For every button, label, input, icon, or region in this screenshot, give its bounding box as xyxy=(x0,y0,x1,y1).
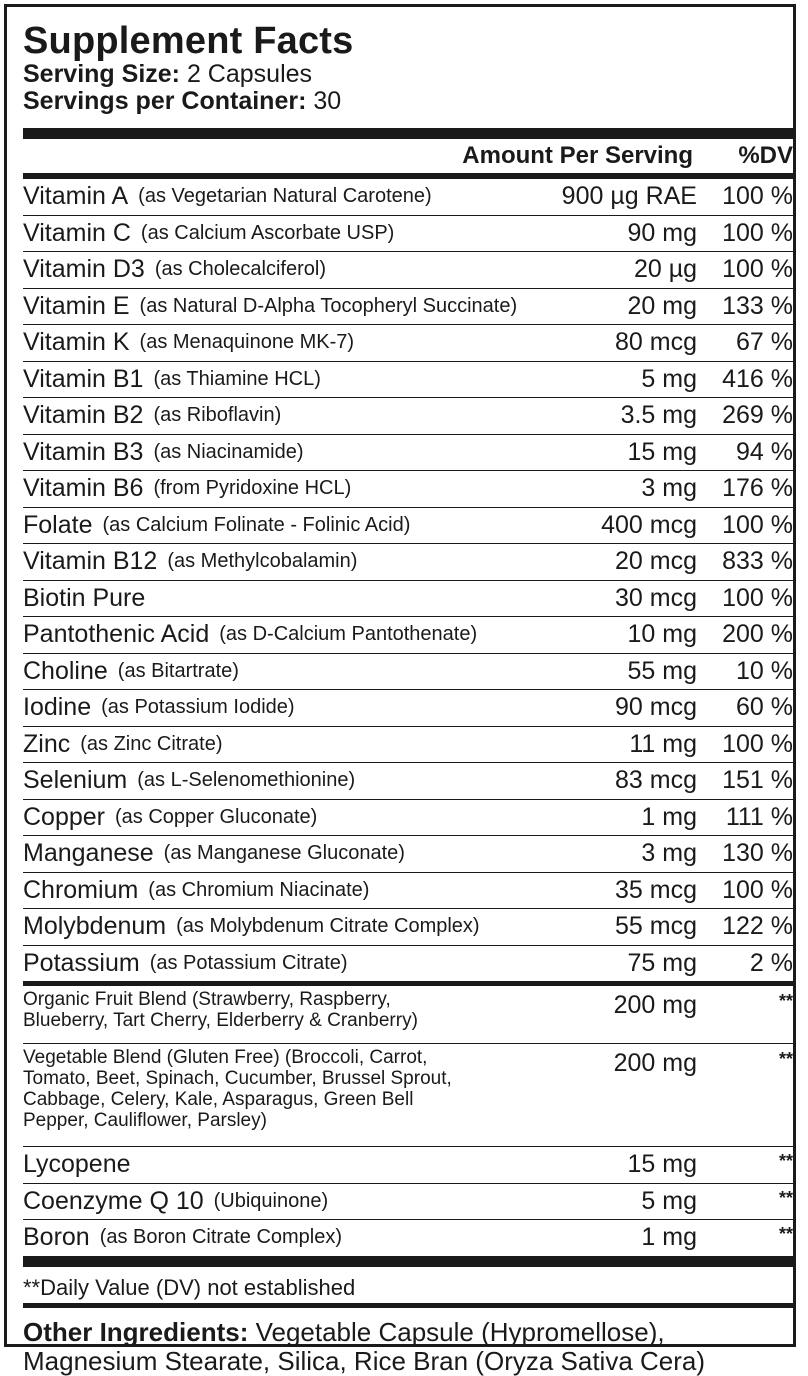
nutrient-dv: ** xyxy=(778,1187,793,1208)
nutrient-amount: 1 mg xyxy=(641,802,697,831)
nutrient-row xyxy=(23,690,793,727)
nutrient-source: (from Pyridoxine HCL) xyxy=(153,477,352,500)
supplement-facts-panel xyxy=(4,4,796,1376)
nutrient-amount: 1 mg xyxy=(641,1223,697,1252)
nutrient-row xyxy=(23,654,793,691)
nutrient-name: Coenzyme Q 10 xyxy=(23,1186,204,1215)
other-ingredients-label: Other Ingredients: xyxy=(23,1316,249,1347)
nutrient-source: (as Zinc Citrate) xyxy=(80,732,223,755)
nutrient-name: Vitamin B2 xyxy=(23,401,144,430)
nutrient-amount: 90 mcg xyxy=(615,693,697,722)
nutrient-source: (as Potassium Iodide) xyxy=(101,696,295,719)
nutrient-dv: 10 % xyxy=(736,656,793,685)
nutrient-amount: 15 mg xyxy=(627,437,697,466)
nutrient-row xyxy=(23,1147,793,1184)
nutrient-row xyxy=(23,909,793,946)
nutrient-row xyxy=(23,581,793,618)
nutrient-name: Biotin Pure xyxy=(23,583,146,612)
nutrient-source: (as Copper Gluconate) xyxy=(115,805,318,828)
nutrient-dv: 100 % xyxy=(722,510,793,539)
nutrient-row xyxy=(23,1220,793,1256)
nutrient-name: Vitamin B6 xyxy=(23,474,144,503)
nutrient-name: Manganese xyxy=(23,839,154,868)
nutrient-name: Vitamin D3 xyxy=(23,255,145,284)
blend-amount: 200 mg xyxy=(613,1049,697,1077)
nutrient-dv: 111 % xyxy=(725,802,793,831)
serving-size xyxy=(23,61,793,88)
nutrient-name: Potassium xyxy=(23,948,140,977)
nutrient-dv: 176 % xyxy=(722,474,793,503)
nutrient-source: (as Boron Citrate Complex) xyxy=(99,1226,343,1249)
nutrient-source: (as Cholecalciferol) xyxy=(154,258,326,281)
nutrient-amount: 400 mcg xyxy=(601,510,697,539)
nutrient-row xyxy=(23,471,793,508)
nutrient-row xyxy=(23,946,793,982)
nutrient-row xyxy=(23,289,793,326)
blend-row xyxy=(23,1044,793,1147)
nutrient-amount: 35 mcg xyxy=(615,875,697,904)
blend-description: Vegetable Blend (Gluten Free) (Broccoli, Carrot, Tomato, Beet, Spinach, Cucumber, Brussel Sprout, Cabbage, Celery, Kale, Asparagus, Green Bell Pepper, Cauliflower, Parsley) xyxy=(23,1047,452,1131)
nutrient-dv: 60 % xyxy=(736,693,793,722)
nutrient-name: Molybdenum xyxy=(23,912,167,941)
nutrient-row xyxy=(23,252,793,289)
nutrient-source: (as Calcium Folinate - Folinic Acid) xyxy=(102,513,411,536)
nutrient-source: (as Riboflavin) xyxy=(153,404,282,427)
header-dv: %DV xyxy=(738,142,793,169)
blend-row xyxy=(23,986,793,1044)
nutrient-dv: 100 % xyxy=(722,255,793,284)
nutrient-name: Pantothenic Acid xyxy=(23,620,210,649)
nutrient-source: (as D-Calcium Pantothenate) xyxy=(219,623,478,646)
nutrient-dv: 94 % xyxy=(736,437,793,466)
footnote: **Daily Value (DV) not established xyxy=(23,1274,356,1300)
nutrient-row xyxy=(23,435,793,472)
divider-medium xyxy=(23,1303,793,1308)
nutrient-row xyxy=(23,362,793,399)
nutrient-dv: 269 % xyxy=(722,401,793,430)
nutrient-row xyxy=(23,800,793,837)
nutrient-dv: 122 % xyxy=(722,912,793,941)
nutrient-row xyxy=(23,617,793,654)
nutrient-row xyxy=(23,544,793,581)
nutrient-row xyxy=(23,1184,793,1221)
nutrient-source: (as Chromium Niacinate) xyxy=(148,878,370,901)
nutrient-dv: 100 % xyxy=(722,875,793,904)
nutrient-row xyxy=(23,763,793,800)
nutrient-list xyxy=(23,179,793,981)
divider-thick xyxy=(23,128,793,139)
nutrient-row xyxy=(23,216,793,253)
nutrient-amount: 900 µg RAE xyxy=(561,182,697,211)
nutrient-amount: 5 mg xyxy=(641,364,697,393)
servings-label: Servings per Container: xyxy=(23,87,307,115)
nutrient-source: (as Thiamine HCL) xyxy=(153,367,321,390)
nutrient-dv: 100 % xyxy=(722,218,793,247)
nutrient-dv: ** xyxy=(778,1151,793,1171)
blend-dv: ** xyxy=(778,1049,793,1069)
nutrient-dv: 100 % xyxy=(722,583,793,612)
nutrient-dv: 100 % xyxy=(722,729,793,758)
other-ingredients-text: Vegetable Capsule (Hypromellose), Magnesium Stearate, Silica, Rice Bran (Oryza Sativa Cera) xyxy=(23,1316,706,1376)
nutrient-amount: 11 mg xyxy=(629,729,697,758)
nutrient-name: Vitamin B1 xyxy=(23,364,144,393)
nutrient-row xyxy=(23,398,793,435)
nutrient-dv: 151 % xyxy=(722,766,793,795)
servings-per-container xyxy=(23,88,793,115)
nutrient-row xyxy=(23,325,793,362)
blend-dv: ** xyxy=(778,991,793,1011)
nutrient-row xyxy=(23,727,793,764)
servings-value: 30 xyxy=(313,87,342,115)
label-title: Supplement Facts xyxy=(23,20,354,62)
nutrient-name: Boron xyxy=(23,1223,90,1252)
nutrient-name: Iodine xyxy=(23,693,92,722)
nutrient-source: (as Menaquinone MK-7) xyxy=(139,331,355,354)
nutrient-source: (as L-Selenomethionine) xyxy=(137,769,356,792)
nutrient-amount: 5 mg xyxy=(641,1186,697,1215)
nutrient-name: Vitamin B12 xyxy=(23,547,158,576)
nutrient-amount: 20 mcg xyxy=(615,547,697,576)
nutrient-amount: 30 mcg xyxy=(615,583,697,612)
nutrient-source: (as Vegetarian Natural Carotene) xyxy=(138,185,432,208)
nutrient-source: (as Molybdenum Citrate Complex) xyxy=(176,915,480,938)
other-ingredients xyxy=(23,1318,793,1376)
nutrient-dv: 833 % xyxy=(722,547,793,576)
other-nutrient-list xyxy=(23,1147,793,1256)
nutrient-dv: 100 % xyxy=(722,182,793,211)
nutrient-source: (as Manganese Gluconate) xyxy=(163,842,405,865)
nutrient-amount: 20 mg xyxy=(627,291,697,320)
nutrient-amount: 80 mcg xyxy=(615,328,697,357)
nutrient-name: Zinc xyxy=(23,729,71,758)
nutrient-source: (as Calcium Ascorbate USP) xyxy=(140,221,395,244)
nutrient-source: (as Natural D-Alpha Tocopheryl Succinate) xyxy=(139,294,518,317)
nutrient-name: Choline xyxy=(23,656,108,685)
nutrient-dv: 2 % xyxy=(749,948,793,977)
serving-size-label: Serving Size: xyxy=(23,60,180,88)
nutrient-source: (as Niacinamide) xyxy=(153,440,304,463)
nutrient-amount: 3 mg xyxy=(641,839,697,868)
nutrient-dv: 133 % xyxy=(722,291,793,320)
header-amount: Amount Per Serving xyxy=(462,142,693,169)
nutrient-amount: 55 mcg xyxy=(615,912,697,941)
nutrient-dv: ** xyxy=(778,1224,793,1244)
nutrient-amount: 3 mg xyxy=(641,474,697,503)
nutrient-source: (Ubiquinone) xyxy=(213,1189,329,1212)
nutrient-amount: 15 mg xyxy=(627,1150,697,1179)
nutrient-amount: 75 mg xyxy=(627,948,697,977)
nutrient-row xyxy=(23,508,793,545)
blend-amount: 200 mg xyxy=(613,991,697,1019)
nutrient-amount: 83 mcg xyxy=(615,766,697,795)
nutrient-amount: 20 µg xyxy=(633,255,697,284)
nutrient-amount: 3.5 mg xyxy=(620,401,697,430)
nutrient-dv: 200 % xyxy=(722,620,793,649)
nutrient-name: Vitamin B3 xyxy=(23,437,144,466)
nutrient-source: (as Methylcobalamin) xyxy=(167,550,358,573)
nutrient-dv: 67 % xyxy=(736,328,793,357)
nutrient-dv: 130 % xyxy=(722,839,793,868)
nutrient-name: Vitamin C xyxy=(23,218,131,247)
nutrient-amount: 10 mg xyxy=(627,620,697,649)
nutrient-name: Lycopene xyxy=(23,1150,131,1179)
blend-list xyxy=(23,986,793,1147)
label-content xyxy=(23,7,793,1376)
serving-size-value: 2 Capsules xyxy=(186,60,313,88)
nutrient-name: Vitamin K xyxy=(23,328,130,357)
nutrient-amount: 90 mg xyxy=(627,218,697,247)
nutrient-row xyxy=(23,836,793,873)
nutrient-row xyxy=(23,179,793,216)
nutrient-amount: 55 mg xyxy=(627,656,697,685)
divider-thick xyxy=(23,1256,793,1267)
nutrient-name: Folate xyxy=(23,510,93,539)
nutrient-name: Chromium xyxy=(23,875,139,904)
nutrient-name: Vitamin A xyxy=(23,182,129,211)
nutrient-name: Copper xyxy=(23,802,105,831)
nutrient-source: (as Potassium Citrate) xyxy=(149,951,348,974)
column-header xyxy=(23,139,793,173)
blend-description: Organic Fruit Blend (Strawberry, Raspberry, Blueberry, Tart Cherry, Elderberry & Cranberry) xyxy=(23,989,418,1031)
nutrient-name: Vitamin E xyxy=(23,291,130,320)
nutrient-row xyxy=(23,873,793,910)
nutrient-name: Selenium xyxy=(23,766,128,795)
nutrient-dv: 416 % xyxy=(722,364,793,393)
nutrient-source: (as Bitartrate) xyxy=(117,659,239,682)
